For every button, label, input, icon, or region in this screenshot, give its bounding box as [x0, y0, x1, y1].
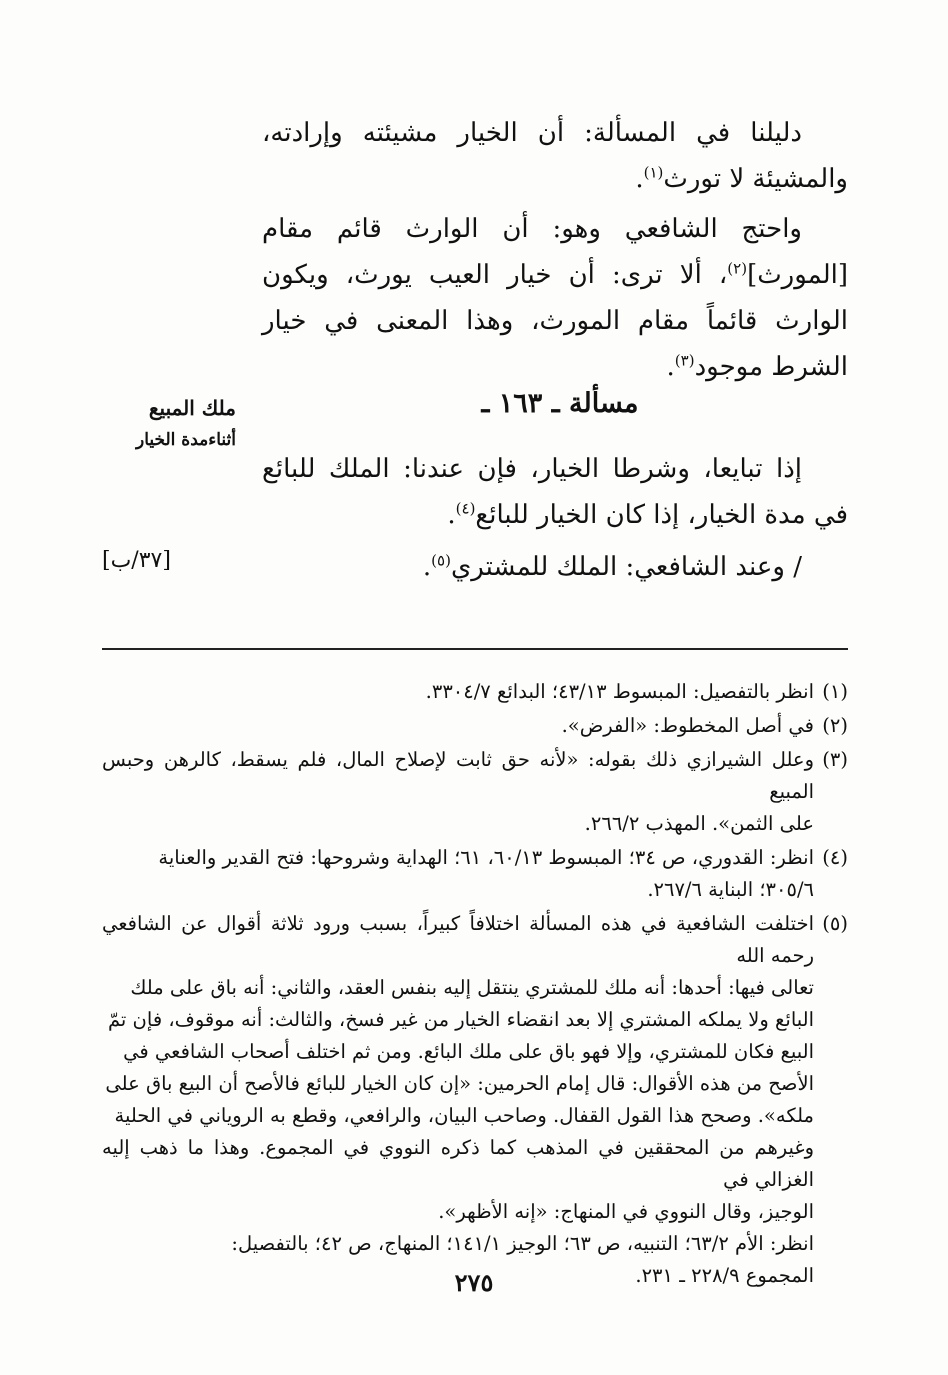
paragraph-4: [262, 544, 848, 590]
manuscript-folio-ref: [٣٧/ب]: [102, 548, 171, 573]
paragraph-4-text: / وعند الشافعي: الملك للمشتري$^{(٥)}$.: [422, 551, 802, 582]
margin-note: [96, 392, 236, 456]
footnote-line: وغيرهم من المحققين في المذهب كما ذكره النووي في المجموع. وهذا ما ذهب إليه الغزالي في: [102, 1136, 814, 1191]
paragraph-3: [262, 446, 848, 538]
paragraph-3-text: إذا تبايعا، وشرطا الخيار، فإن عندنا: الملك للبائع في مدة الخيار، إذا كان الخيار للبائع$^{(٤)}$.: [262, 454, 848, 530]
footnote-mark-2[interactable]: (٢): [727, 259, 748, 278]
footnote-mark-3[interactable]: (٣): [674, 351, 695, 370]
footnote-item: [102, 842, 848, 906]
footnote-number: (٣): [822, 748, 848, 771]
footnote-number: (٥): [822, 912, 848, 935]
margin-note-line-1: ملك المبيع: [148, 396, 236, 420]
page-number: ٢٧٥: [454, 1268, 494, 1297]
margin-note-line-2: أثناءمدة الخيار: [135, 430, 236, 450]
footnote-number: (٢): [822, 714, 848, 737]
footnote-line: وعلل الشيرازي ذلك بقوله: «لأنه حق ثابت لإصلاح المال، فلم يسقط، كالرهن وحبس المبيع: [102, 748, 814, 803]
footnotes-section: [102, 676, 848, 1294]
issue-heading: مسألة ـ ١٦٣ ـ: [481, 388, 639, 419]
footnote-line: ملكه». وصحح هذا القول القفال. وصاحب البيان، والرافعي، وقطع به الروياني في الحلية: [114, 1104, 814, 1127]
footnote-mark-4[interactable]: (٤): [455, 499, 476, 518]
footnote-line: في أصل المخطوط: «الفرض».: [561, 714, 814, 737]
footnote-item: [102, 908, 848, 1292]
footnote-item: [102, 710, 848, 742]
paragraph-2-text: واحتج الشافعي وهو: أن الوارث قائم مقام [المورث]$^{(٢)}$، ألا ترى: أن خيار العيب يورث، ويكون الوارث قائماً مقام المورث، وهذا المعنى في خيار الشرط موجود$^{(٣)}$.: [262, 214, 848, 382]
footnote-divider: [102, 648, 848, 650]
footnote-line: على الثمن». المهذب ٢٦٦/٢.: [584, 812, 814, 835]
footnote-item: [102, 744, 848, 840]
footnote-line: البائع ولا يملكه المشتري إلا بعد انقضاء الخيار من غير فسخ، والثالث: أنه موقوف، فإن تمّ: [107, 1008, 814, 1031]
footnote-item: [102, 676, 848, 708]
footnote-mark-1[interactable]: (١): [643, 163, 664, 182]
footnote-line: الوجيز، وقال النووي في المنهاج: «إنه الأظهر».: [438, 1200, 814, 1223]
footnote-line: انظر بالتفصيل: المبسوط ٤٣/١٣؛ البدائع ٣٣٠٤/٧.: [425, 680, 814, 703]
footnote-line: اختلفت الشافعية في هذه المسألة اختلافاً كبيراً، بسبب ورود ثلاثة أقوال عن الشافعي رحمه الله: [102, 912, 814, 967]
footnote-line: البيع فكان للمشتري، وإلا فهو باق على ملك البائع. ومن ثم اختلف أصحاب الشافعي في: [123, 1040, 814, 1063]
footnote-number: (١): [822, 680, 848, 703]
footnote-line: ٣٠٥/٦؛ البناية ٢٦٧/٦.: [647, 878, 814, 901]
footnote-line: انظر: الأم ٦٣/٢؛ التنبيه، ص ٦٣؛ الوجيز ١٤١/١؛ المنهاج، ص ٤٢؛ بالتفصيل:: [231, 1232, 814, 1255]
footnote-line: تعالى فيها: أحدها: أنه ملك للمشتري ينتقل إليه بنفس العقد، والثاني: أنه باق على ملك: [130, 976, 814, 999]
footnote-line: انظر: القدوري، ص ٣٤؛ المبسوط ٦٠/١٣، ٦١؛ الهداية وشروحها: فتح القدير والعناية: [158, 846, 814, 869]
footnote-line: المجموع ٢٢٨/٩ ـ ٢٣١.: [635, 1264, 814, 1287]
footnote-line: الأصح من هذه الأقوال: قال إمام الحرمين: «إن كان الخيار للبائع فالأصح أن البيع باق على: [105, 1072, 814, 1095]
footnote-mark-5[interactable]: (٥): [431, 551, 451, 570]
paragraph-1-text: دليلنا في المسألة: أن الخيار مشيئته وإرادته، والمشيئة لا تورث$^{(١)}$.: [262, 118, 848, 194]
paragraph-2: [262, 206, 848, 390]
paragraph-1: [262, 110, 848, 202]
footnote-number: (٤): [822, 846, 848, 869]
